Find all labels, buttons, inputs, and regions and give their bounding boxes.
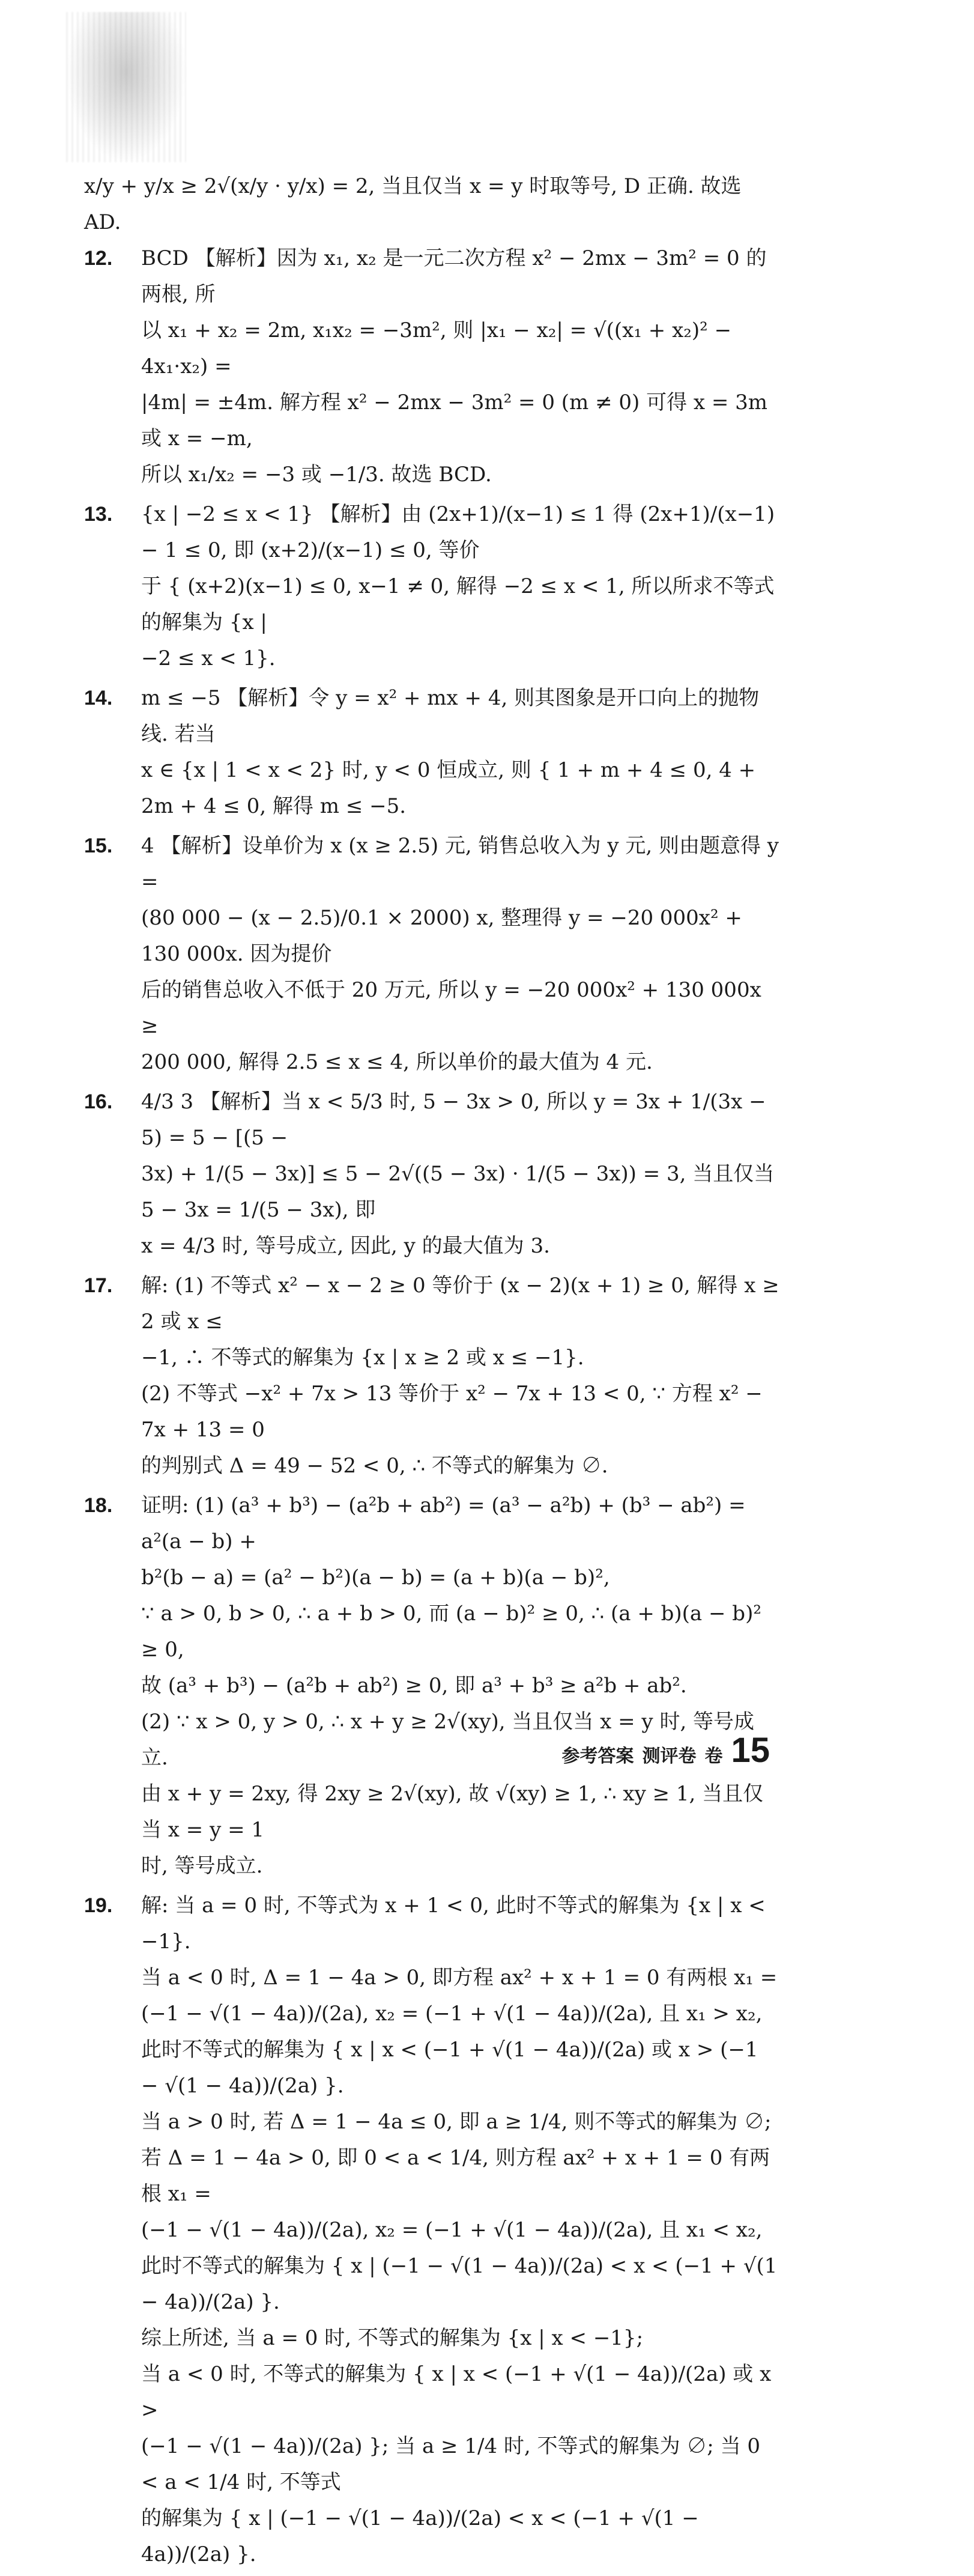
item-body	[141, 1268, 781, 1484]
item-body	[141, 1084, 781, 1264]
item-number: 13.	[84, 503, 113, 526]
item-line: |4m| = ±4m. 解方程 x² − 2mx − 3m² = 0 (m ≠ 0) 可得 x = 3m 或 x = −m,	[141, 390, 768, 451]
item-line: 解: (1) 不等式 x² − x − 2 ≥ 0 等价于 (x − 2)(x + 1) ≥ 0, 解得 x ≥ 2 或 x ≤	[141, 1274, 779, 1334]
item-line: 于 { (x+2)(x−1) ≤ 0, x−1 ≠ 0, 解得 −2 ≤ x < 1, 所以所求不等式的解集为 {x |	[141, 574, 775, 634]
answer-item	[84, 680, 781, 824]
footer-volume-label: 卷	[704, 1746, 723, 1767]
answer-item	[84, 240, 781, 493]
item-line: (2) ∵ x > 0, y > 0, ∴ x + y ≥ 2√(xy), 当且仅当 x = y 时, 等号成立.	[141, 1710, 755, 1770]
item-line: x ∈ {x | 1 < x < 2} 时, y < 0 恒成立, 则 { 1 + m + 4 ≤ 0, 4 + 2m + 4 ≤ 0, 解得 m ≤ −5.	[141, 758, 756, 818]
item-line: 此时不等式的解集为 { x | x < (−1 + √(1 − 4a))/(2a) 或 x > (−1 − √(1 − 4a))/(2a) }.	[141, 2038, 758, 2098]
item-body	[141, 1487, 781, 1884]
item-line: 的解集为 { x | (−1 − √(1 − 4a))/(2a) < x < (−1 + √(1 − 4a))/(2a) }.	[141, 2506, 699, 2566]
item-line: (−1 − √(1 − 4a))/(2a) }; 当 a ≥ 1/4 时, 不等式的解集为 ∅; 当 0 < a < 1/4 时, 不等式	[141, 2434, 761, 2494]
item-line: (−1 − √(1 − 4a))/(2a), x₂ = (−1 + √(1 − 4a))/(2a), 且 x₁ < x₂,	[141, 2218, 763, 2242]
item-number: 18.	[84, 1494, 113, 1517]
item-line: 4/3 3 【解析】当 x < 5/3 时, 5 − 3x > 0, 所以 y = 3x + 1/(3x − 5) = 5 − [(5 −	[141, 1090, 766, 1150]
item-line: 3x) + 1/(5 − 3x)] ≤ 5 − 2√((5 − 3x) · 1/(5 − 3x)) = 3, 当且仅当 5 − 3x = 1/(5 − 3x), 即	[141, 1162, 775, 1222]
item-number: 19.	[84, 1894, 113, 1917]
item-line: (2) 不等式 −x² + 7x > 13 等价于 x² − 7x + 13 < 0, ∵ 方程 x² − 7x + 13 = 0	[141, 1382, 763, 1442]
footer-test-label: 测评卷	[642, 1746, 697, 1767]
answer-items	[84, 240, 781, 2572]
item-number: 15.	[84, 834, 113, 857]
item-number: 17.	[84, 1274, 113, 1297]
item-line: 此时不等式的解集为 { x | (−1 − √(1 − 4a))/(2a) < x < (−1 + √(1 − 4a))/(2a) }.	[141, 2254, 778, 2314]
item-line: BCD 【解析】因为 x₁, x₂ 是一元二次方程 x² − 2mx − 3m² = 0 的两根, 所	[141, 246, 767, 306]
scan-smudge	[66, 12, 186, 162]
answer-item	[84, 1888, 781, 2572]
item-line: (−1 − √(1 − 4a))/(2a), x₂ = (−1 + √(1 − 4a))/(2a), 且 x₁ > x₂,	[141, 2002, 763, 2026]
item-line: 综上所述, 当 a = 0 时, 不等式的解集为 {x | x < −1};	[141, 2326, 644, 2350]
item-line: 解: 当 a = 0 时, 不等式为 x + 1 < 0, 此时不等式的解集为 {x | x < −1}.	[141, 1894, 766, 1954]
item-line: 时, 等号成立.	[141, 1854, 263, 1878]
item-line: 的判别式 Δ = 49 − 52 < 0, ∴ 不等式的解集为 ∅.	[141, 1454, 608, 1478]
item-line: m ≤ −5 【解析】令 y = x² + mx + 4, 则其图象是开口向上的抛物线. 若当	[141, 686, 760, 746]
item-line: 以 x₁ + x₂ = 2m, x₁x₂ = −3m², 则 |x₁ − x₂| = √((x₁ + x₂)² − 4x₁·x₂) =	[141, 318, 732, 378]
item-line: b²(b − a) = (a² − b²)(a − b) = (a + b)(a − b)²,	[141, 1566, 610, 1590]
answer-item	[84, 496, 781, 676]
page-number: 15	[731, 1731, 770, 1770]
item-line: −2 ≤ x < 1}.	[141, 646, 276, 670]
item-body	[141, 240, 781, 493]
item-body	[141, 680, 781, 824]
item-line: 当 a > 0 时, 若 Δ = 1 − 4a ≤ 0, 即 a ≥ 1/4, 则不等式的解集为 ∅;	[141, 2110, 772, 2134]
item-line: 4 【解析】设单价为 x (x ≥ 2.5) 元, 销售总收入为 y 元, 则由题意得 y =	[141, 834, 779, 894]
item-number: 16.	[84, 1090, 113, 1113]
intro-line: x/y + y/x ≥ 2√(x/y · y/x) = 2, 当且仅当 x = y 时取等号, D 正确. 故选 AD.	[84, 174, 742, 234]
item-number: 12.	[84, 247, 113, 270]
item-body	[141, 1888, 781, 2572]
answer-item	[84, 828, 781, 1080]
item-line: 故 (a³ + b³) − (a²b + ab²) ≥ 0, 即 a³ + b³ ≥ a²b + ab².	[141, 1674, 687, 1698]
item-line: 当 a < 0 时, Δ = 1 − 4a > 0, 即方程 ax² + x + 1 = 0 有两根 x₁ =	[141, 1966, 778, 1990]
item-number: 14.	[84, 687, 113, 709]
item-body	[141, 828, 781, 1080]
item-line: 当 a < 0 时, 不等式的解集为 { x | x < (−1 + √(1 − 4a))/(2a) 或 x >	[141, 2362, 772, 2422]
item-line: 所以 x₁/x₂ = −3 或 −1/3. 故选 BCD.	[141, 463, 492, 487]
item-body	[141, 496, 781, 676]
item-line: 证明: (1) (a³ + b³) − (a²b + ab²) = (a³ − a²b) + (b³ − ab²) = a²(a − b) +	[141, 1493, 746, 1554]
answer-content	[84, 168, 781, 2576]
answer-item	[84, 1487, 781, 1884]
item-line: (80 000 − (x − 2.5)/0.1 × 2000) x, 整理得 y = −20 000x² + 130 000x. 因为提价	[141, 906, 742, 966]
item-line: 200 000, 解得 2.5 ≤ x ≤ 4, 所以单价的最大值为 4 元.	[141, 1050, 653, 1074]
answer-item	[84, 1268, 781, 1484]
item-line: x = 4/3 时, 等号成立, 因此, y 的最大值为 3.	[141, 1234, 550, 1258]
item-line: 若 Δ = 1 − 4a > 0, 即 0 < a < 1/4, 则方程 ax² + x + 1 = 0 有两根 x₁ =	[141, 2146, 770, 2206]
item-line: ∵ a > 0, b > 0, ∴ a + b > 0, 而 (a − b)² ≥ 0, ∴ (a + b)(a − b)² ≥ 0,	[141, 1602, 761, 1662]
answer-item	[84, 1084, 781, 1264]
item-line: 后的销售总收入不低于 20 万元, 所以 y = −20 000x² + 130 000x ≥	[141, 978, 761, 1038]
item-line: 由 x + y = 2xy, 得 2xy ≥ 2√(xy), 故 √(xy) ≥ 1, ∴ xy ≥ 1, 当且仅当 x = y = 1	[141, 1782, 764, 1842]
item-line: {x | −2 ≤ x < 1} 【解析】由 (2x+1)/(x−1) ≤ 1 得 (2x+1)/(x−1) − 1 ≤ 0, 即 (x+2)/(x−1) ≤ 0, 等价	[141, 502, 775, 562]
page-footer	[561, 1730, 770, 1770]
footer-answer-label: 参考答案	[561, 1746, 634, 1767]
item-line: −1, ∴ 不等式的解集为 {x | x ≥ 2 或 x ≤ −1}.	[141, 1346, 584, 1370]
